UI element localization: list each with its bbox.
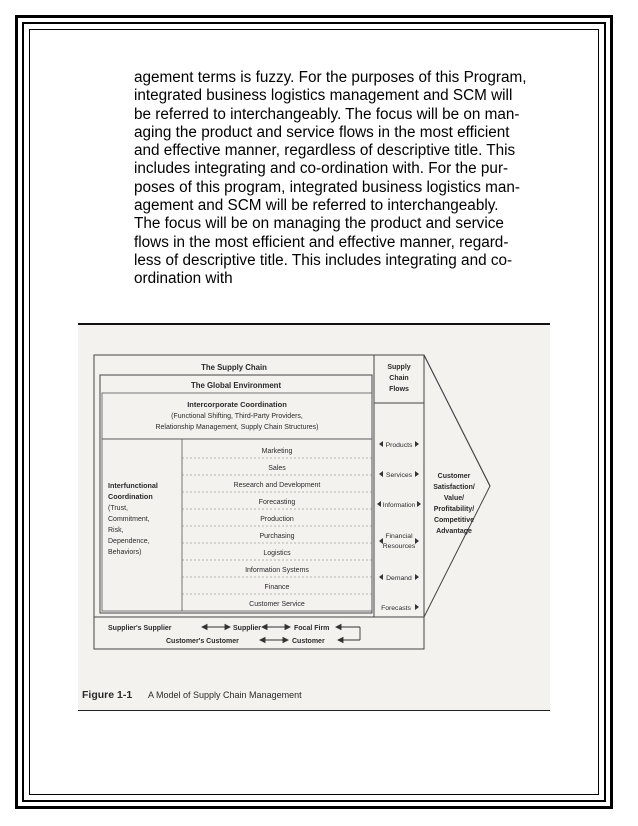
left-arrow-icon: [379, 471, 383, 477]
flows-header-line: Chain: [389, 375, 409, 382]
flow-forecasts: Forecasts: [381, 605, 411, 612]
flows-header-line: Flows: [389, 386, 409, 393]
body-paragraph: [134, 69, 564, 289]
customer-outcome-line: Customer: [437, 473, 471, 480]
paragraph-line: agement and SCM will be referred to interchangeably.: [134, 197, 499, 215]
function-label: Customer Service: [249, 601, 305, 608]
right-arrow-icon: [415, 441, 419, 447]
left-arrow-icon: [379, 441, 383, 447]
paragraph-line: ordination with: [134, 270, 233, 288]
supply-chain-figure: [78, 323, 550, 711]
figure-caption-label: Figure 1-1: [82, 689, 133, 701]
interfunctional-title2: Coordination: [108, 492, 153, 501]
paragraph-line: includes integrating and co-ordination with. For the pur-: [134, 160, 509, 178]
function-label: Research and Development: [233, 482, 321, 489]
supply-chain-diagram: [78, 325, 550, 710]
intercorporate-line2: Relationship Management, Supply Chain Structures): [155, 424, 319, 431]
interfunctional-item: Behaviors): [108, 549, 142, 556]
paragraph-line: be referred to interchangeably. The focus will be on man-: [134, 105, 520, 123]
function-label: Marketing: [261, 448, 293, 455]
intercorporate-title: Intercorporate Coordination: [187, 400, 287, 409]
flows-header-line: Supply: [387, 364, 411, 371]
flow-demand: Demand: [386, 575, 412, 582]
figure-caption-text: A Model of Supply Chain Management: [148, 690, 302, 700]
chain-supplier: Supplier: [233, 625, 262, 632]
interfunctional-box: [102, 439, 372, 611]
paragraph-line: agement terms is fuzzy. For the purposes of this Program,: [134, 69, 527, 86]
interfunctional-item: Commitment,: [108, 516, 150, 523]
interfunctional-item: (Trust,: [108, 505, 128, 512]
left-arrow-icon: [377, 501, 381, 507]
customer-outcome-line: Satisfaction/: [433, 484, 475, 491]
right-arrow-icon: [415, 574, 419, 580]
interfunctional-item: Dependence,: [108, 538, 150, 545]
chain-focal-firm: Focal Firm: [294, 625, 330, 632]
flow-information: Information: [382, 502, 416, 509]
right-arrow-icon: [417, 501, 421, 507]
flow-products: Products: [385, 442, 413, 449]
arrow-edge: [424, 355, 490, 486]
customer-outcome-line: Value/: [443, 495, 465, 502]
paragraph-line: aging the product and service flows in the most efficient: [134, 123, 510, 141]
left-arrow-icon: [379, 574, 383, 580]
function-label: Purchasing: [259, 533, 295, 540]
function-label: Forecasting: [258, 499, 296, 506]
function-label: Production: [260, 516, 294, 523]
chain-box: [94, 617, 424, 649]
flow-arrowheads: [377, 441, 421, 610]
customer-outcome-line: Profitability/: [433, 506, 475, 513]
interfunctional-item: Risk,: [108, 527, 124, 534]
interfunctional-title1: Interfunctional: [108, 481, 158, 490]
right-arrow-icon: [415, 471, 419, 477]
supply-chain-label: The Supply Chain: [201, 363, 267, 372]
global-environment-label: The Global Environment: [190, 381, 282, 390]
paragraph-line: and effective manner, regardless of descriptive title. This: [134, 142, 516, 160]
right-arrow-icon: [415, 538, 419, 544]
intercorporate-line1: (Functional Shifting, Third-Party Providers,: [171, 413, 303, 420]
paragraph-line: less of descriptive title. This includes integrating and co-: [134, 251, 513, 269]
chain-customers-customer: Customer's Customer: [166, 638, 239, 645]
function-label: Sales: [268, 465, 286, 472]
flow-services: Services: [385, 472, 413, 479]
paragraph-line: integrated business logistics management and SCM will: [134, 87, 513, 105]
flow-financial-resources: Resources: [382, 543, 416, 550]
flow-financial: Financial: [385, 533, 413, 540]
function-label: Logistics: [263, 550, 291, 557]
paragraph-line: The focus will be on managing the product and service: [134, 215, 504, 233]
function-label: Information Systems: [245, 567, 309, 574]
customer-outcome-line: Advantage: [436, 528, 472, 535]
chain-suppliers-supplier: Supplier's Supplier: [108, 625, 172, 632]
paragraph-line: poses of this program, integrated business logistics man-: [134, 178, 521, 196]
right-arrow-icon: [415, 604, 419, 610]
customer-outcome-line: Competitive: [433, 517, 475, 524]
paragraph-line: flows in the most efficient and effective manner, regard-: [134, 233, 509, 251]
function-label: Finance: [264, 584, 290, 591]
chain-customer: Customer: [292, 638, 325, 645]
